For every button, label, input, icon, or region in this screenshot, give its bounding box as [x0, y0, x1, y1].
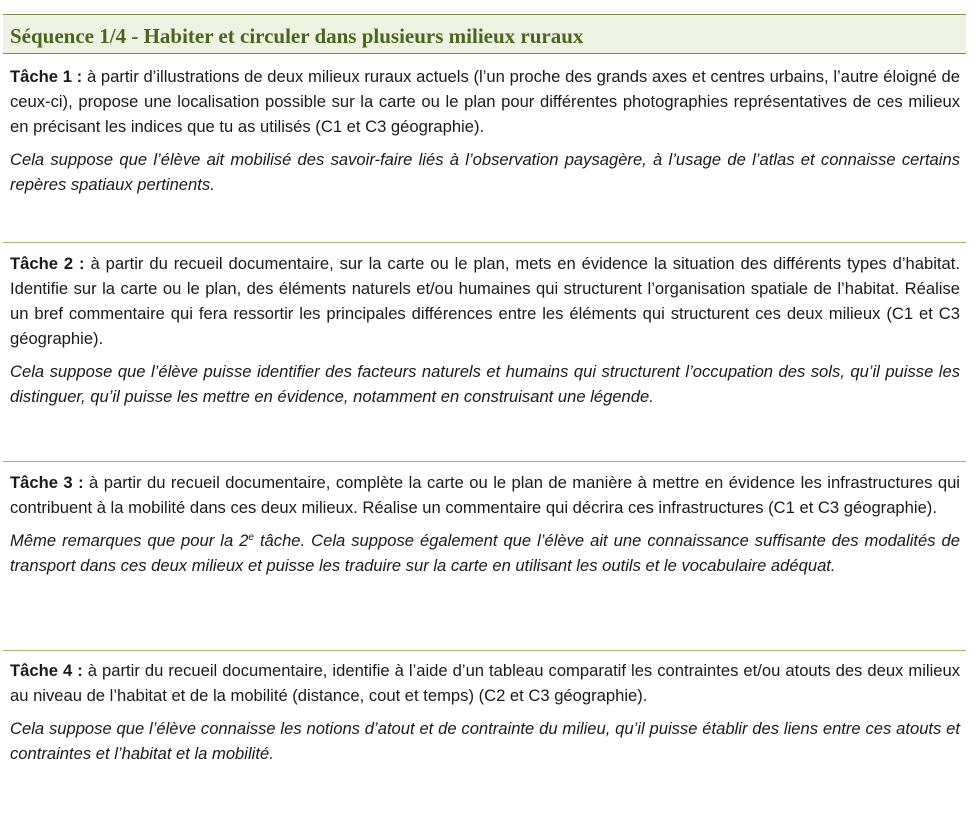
task-3-note-superscript: e	[248, 532, 254, 543]
sequence-header	[3, 14, 966, 54]
task-separator	[3, 650, 966, 651]
task-2-text: à partir du recueil documentaire, sur la carte ou le plan, mets en évidence la situation des différents types d’habitat. Identifie sur la carte ou le plan, des éléments naturels et/ou humaines qui structurent l’organisation spatiale de l’habitat. Réalise un bref commentaire qui fera ressortir les principales différences entre les éléments qui structurent ces deux milieux (C1 et C3 géographie).	[10, 254, 960, 348]
task-2	[3, 251, 966, 409]
task-1-note: Cela suppose que l’élève ait mobilisé des savoir-faire liés à l’observation paysagère, à l’usage de l’atlas et connaisse certains repères spatiaux pertinents.	[10, 150, 960, 194]
task-3-note-end: tâche. Cela suppose également que l’élève ait une connaissance suffisante des modalités de transport dans ces deux milieux et puisse les traduire sur la carte en utilisant les outils et le vocabulaire adéquat.	[10, 531, 960, 575]
task-separator	[3, 461, 966, 462]
task-1-label: Tâche 1 :	[10, 67, 83, 86]
task-3-note-start: Même remarques que pour la 2	[10, 531, 249, 550]
task-3-note	[10, 528, 960, 578]
task-2-note: Cela suppose que l’élève puisse identifier des facteurs naturels et humains qui structurent l’occupation des sols, qu’il puisse les distinguer, qu’il puisse les mettre en évidence, notamment en construisant une légende.	[10, 362, 960, 406]
task-4-label: Tâche 4 :	[10, 661, 83, 680]
task-4	[3, 658, 966, 766]
task-1-text: à partir d’illustrations de deux milieux ruraux actuels (l’un proche des grands axes et centres urbains, l’autre éloigné de ceux-ci), propose une localisation possible sur la carte ou le plan pour différentes photographies représentatives de ces milieux en précisant les indices que tu as utilisés (C1 et C3 géographie).	[10, 67, 960, 136]
task-1-instruction	[10, 64, 960, 139]
task-4-text: à partir du recueil documentaire, identifie à l’aide d’un tableau comparatif les contraintes et/ou atouts des deux milieux au niveau de l’habitat et de la mobilité (distance, cout et temps) (C2 et C3 géographie).	[10, 661, 961, 705]
task-4-instruction	[10, 658, 960, 708]
task-4-note: Cela suppose que l’élève connaisse les notions d’atout et de contrainte du milieu, qu’il puisse établir des liens entre ces atouts et contraintes et l’habitat et la mobilité.	[10, 719, 960, 763]
sequence-title: Séquence 1/4 - Habiter et circuler dans plusieurs milieux ruraux	[10, 24, 584, 48]
task-3-instruction	[10, 470, 960, 520]
task-3	[3, 470, 966, 578]
task-3-label: Tâche 3 :	[10, 473, 84, 492]
task-1	[3, 64, 966, 197]
task-2-instruction	[10, 251, 960, 351]
task-separator	[3, 242, 966, 243]
task-2-label: Tâche 2 :	[10, 254, 85, 273]
task-3-text: à partir du recueil documentaire, complète la carte ou le plan de manière à mettre en évidence les infrastructures qui contribuent à la mobilité dans ces deux milieux. Réalise un commentaire qui décrira ces infrastructures (C1 et C3 géographie).	[10, 473, 960, 517]
